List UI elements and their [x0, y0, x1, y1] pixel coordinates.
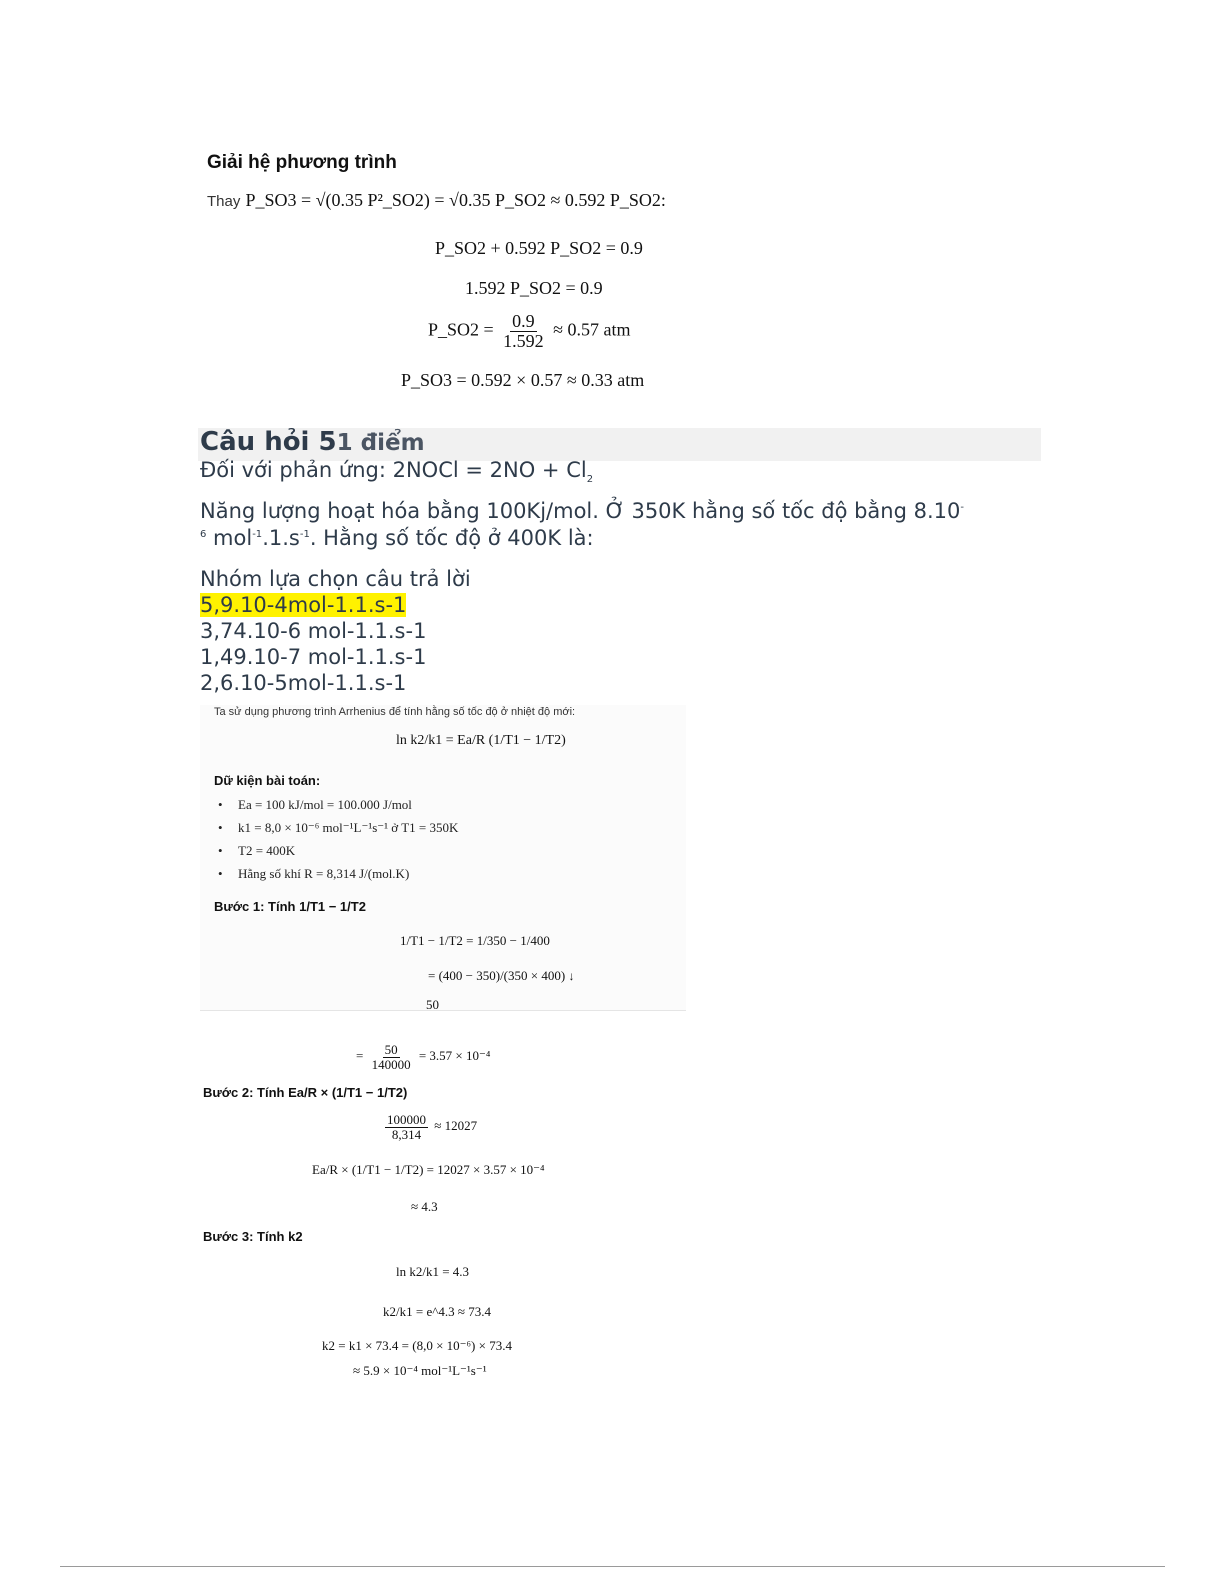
reaction-text: [200, 458, 593, 485]
equation-4: P_SO3 = 0.592 × 0.57 ≈ 0.33 atm: [401, 370, 645, 390]
step3-equation-1: ln k2/k1 = 4.3: [396, 1264, 470, 1279]
exponent-s: -1: [299, 529, 310, 540]
step1-equation-1: 1/T1 − 1/T2 = 1/350 − 1/400: [400, 933, 550, 948]
question-line-1-text: Năng lượng hoạt hóa bằng 100Kj/mol. Ở 350K hằng số tốc độ bằng 8.10: [200, 499, 961, 523]
answer-option-1[interactable]: 5,9.10-4mol-1.1.s-1: [200, 593, 407, 617]
question-line-1-sup: -: [960, 502, 964, 513]
question-title: [200, 427, 425, 457]
step1-equation-3-fraction: [370, 1043, 413, 1071]
data-item-t2: T2 = 400K: [238, 843, 296, 858]
step2-equation-1-fraction: [385, 1113, 428, 1141]
page-footer-divider: [60, 1566, 1165, 1567]
thay-label: Thay: [207, 193, 241, 210]
data-heading: Dữ kiện bài toán:: [214, 773, 321, 788]
equation-3-rhs: ≈ 0.57 atm: [553, 319, 631, 340]
solution-intro: Ta sử dụng phương trình Arrhenius để tính hằng số tốc độ ở nhiệt độ mới:: [214, 706, 576, 718]
data-item: [220, 843, 295, 859]
data-item-ea: Ea = 100 kJ/mol = 100.000 J/mol: [238, 797, 412, 812]
question-prompt: . Hằng số tốc độ ở 400K là:: [309, 526, 594, 550]
step2-equation-1-rhs: ≈ 12027: [434, 1118, 478, 1134]
step3-equation-2: k2/k1 = e^4.3 ≈ 73.4: [383, 1304, 491, 1319]
substitution-equation: P_SO3 = √(0.35 P²_SO2) = √0.35 P_SO2 ≈ 0.592 P_SO2:: [245, 190, 666, 210]
equation-2: 1.592 P_SO2 = 0.9: [465, 278, 603, 298]
data-item-r: Hằng số khí R = 8,314 J/(mol.K): [238, 866, 410, 881]
data-item: [220, 866, 409, 882]
answer-option-4[interactable]: 2,6.10-5mol-1.1.s-1: [200, 671, 407, 695]
step2-equation-2: Ea/R × (1/T1 − 1/T2) = 12027 × 3.57 × 10⁻⁴: [312, 1162, 545, 1177]
step3-equation-4: [353, 1363, 487, 1379]
step2-heading: Bước 2: Tính Ea/R × (1/T1 − 1/T2): [203, 1085, 408, 1100]
step1-cut-value: 50: [426, 997, 439, 1012]
step2-equation-3: ≈ 4.3: [411, 1199, 438, 1214]
data-item: [220, 820, 458, 836]
unit-mol: mol: [206, 526, 253, 550]
step3-heading: Bước 3: Tính k2: [203, 1229, 303, 1244]
step2-equation-1-numerator: 100000: [387, 1112, 426, 1127]
data-item: [220, 797, 412, 813]
equation-3-denominator: 1.592: [503, 330, 544, 351]
step3-equation-3: k2 = k1 × 73.4 = (8,0 × 10⁻⁶) × 73.4: [322, 1338, 512, 1353]
step1-equation-3-denominator: 140000: [371, 1056, 411, 1072]
answer-option-3[interactable]: 1,49.10-7 mol-1.1.s-1: [200, 645, 427, 669]
section-heading: Giải hệ phương trình: [207, 152, 397, 173]
unit-l-s: .1.s: [262, 526, 300, 550]
step1-equation-2-text: = (400 − 350)/(350 × 400): [428, 968, 566, 983]
step3-equation-4-text: ≈ 5.9 × 10⁻⁴ mol⁻¹L⁻¹s⁻¹: [353, 1363, 487, 1378]
step1-equation-2: [428, 968, 574, 984]
data-item-k1: k1 = 8,0 × 10⁻⁶ mol⁻¹L⁻¹s⁻¹ ở T1 = 350K: [238, 820, 459, 835]
question-number: Câu hỏi 5: [200, 427, 337, 457]
question-line-1: [200, 499, 964, 523]
answer-group-label: Nhóm lựa chọn câu trả lời: [200, 567, 471, 591]
step1-heading: Bước 1: Tính 1/T1 − 1/T2: [214, 899, 366, 914]
exponent-6: 6: [200, 529, 207, 540]
answer-option-2[interactable]: 3,74.10-6 mol-1.1.s-1: [200, 619, 427, 643]
exponent-mol: -1: [252, 529, 263, 540]
step1-equation-3-numerator: 50: [384, 1042, 398, 1057]
equation-3-fraction: [501, 312, 546, 351]
equation-3-lhs: P_SO2 =: [428, 319, 494, 340]
step2-equation-1: [382, 1113, 477, 1141]
equation-1: P_SO2 + 0.592 P_SO2 = 0.9: [435, 238, 643, 258]
step2-equation-1-denominator: 8,314: [391, 1126, 422, 1142]
question-points: 1 điểm: [336, 430, 425, 456]
reaction-label: Đối với phản ứng: 2NOCl = 2NO + Cl: [200, 458, 587, 482]
equation-3-numerator: 0.9: [512, 311, 535, 331]
step1-equation-3: = $\frac{50}{140000}$ = 3.57 × 10⁻⁴: [356, 1042, 491, 1072]
substitution-line: [207, 190, 666, 211]
arrhenius-equation: ln k2/k1 = Ea/R (1/T1 − 1/T2): [396, 733, 566, 748]
step1-equation-3-rhs: = 3.57 × 10⁻⁴: [418, 1048, 491, 1064]
equation-3: [428, 312, 631, 351]
reaction-subscript: 2: [586, 474, 594, 486]
question-line-2: [200, 526, 594, 550]
scroll-down-icon: ↓: [568, 969, 575, 983]
